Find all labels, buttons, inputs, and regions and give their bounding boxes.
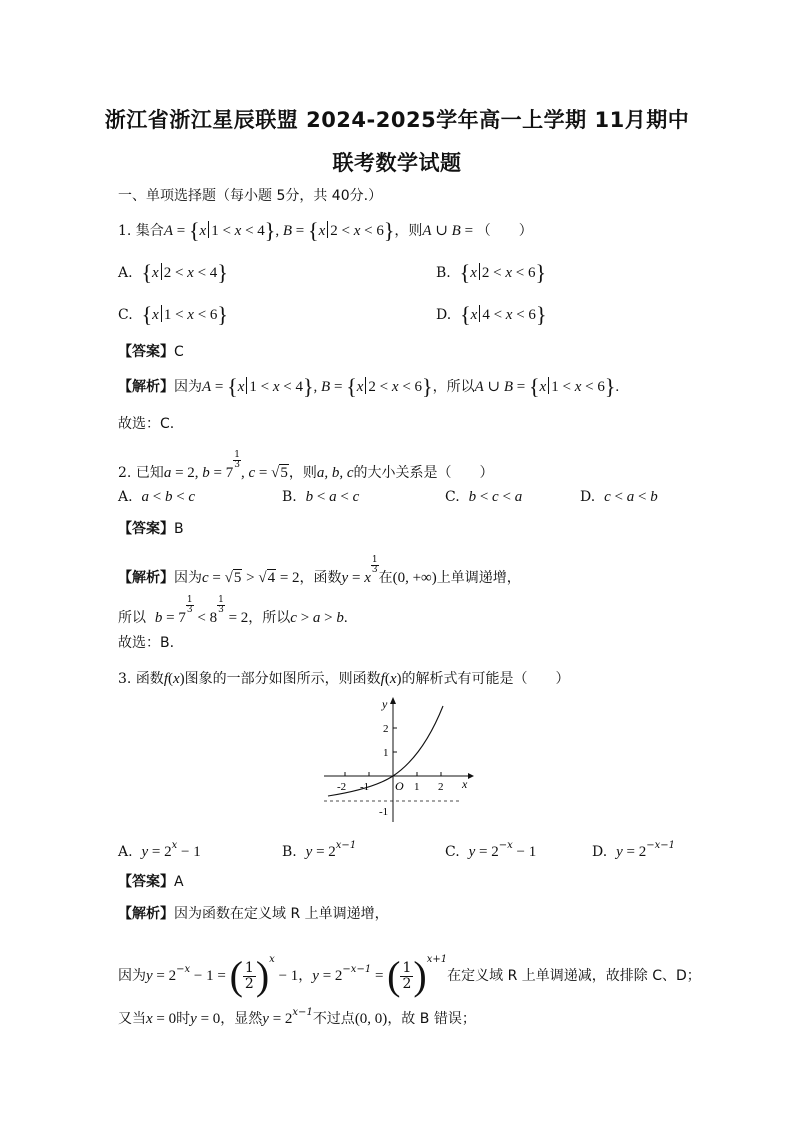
- tick-label-ym1: -1: [379, 806, 389, 818]
- q3-analysis-line3: 又当x = 0时y = 0，显然$y = 2^{x-1}$不过点(0, 0)，故 B 错误；: [118, 1007, 476, 1027]
- q2-answer: 【答案】B: [118, 521, 184, 537]
- q3-option-a: A. $y = 2^x - 1$: [118, 840, 201, 860]
- q2-analysis-line1: 【解析】因为c = √5 > √4 = 2，函数y = x $\frac{1}{3}$ 在(0, +∞)上单调递增，: [118, 555, 521, 586]
- function-graph: [318, 696, 474, 824]
- tick-label-y2: 2: [383, 723, 389, 735]
- q3-option-d: D. $y = 2^{-x-1}$: [592, 840, 675, 860]
- y-axis-arrow: [390, 697, 396, 704]
- q3-analysis-line1: 【解析】因为函数在定义域 R 上单调递增，: [118, 906, 389, 922]
- tick-label-xm2: -2: [337, 781, 347, 793]
- origin-label: O: [395, 779, 404, 793]
- x-axis-label: x: [462, 777, 468, 791]
- q2-analysis-line2: 所以 b = 7 $\frac{1}{3}$ < 8 $\frac{1}{3}$ = 2，所以c > a > b.: [118, 595, 348, 626]
- document-title-line1: 浙江省浙江星辰联盟 2024-2025学年高一上学期 11月期中: [104, 108, 690, 132]
- q3-option-c: C. $y = 2^{-x} - 1$: [445, 840, 537, 860]
- q3-stem: 3. 函数f(x)图象的一部分如图所示，则函数f(x)的解析式有可能是（ ）: [118, 671, 570, 687]
- q1-option-a: A. {x 2 < x < 4}: [118, 260, 228, 285]
- q2-stem: 2. 已知a = 2, b = 7 $\frac{1}{3}$ , c = √5，则a, b, c的大小关系是（ ）: [118, 450, 494, 481]
- q2-option-b: B. b < a < c: [282, 489, 360, 505]
- q2-conclusion: 故选：B.: [118, 635, 175, 651]
- section-heading: 一、单项选择题（每小题 5分，共 40分.）: [118, 188, 383, 204]
- q1-answer: 【答案】C: [118, 344, 184, 360]
- q3-option-b: B. $y = 2^{x-1}$: [282, 840, 357, 860]
- q1-analysis: 【解析】因为A = {x 1 < x < 4}, B = {x 2 < x < 6}，所以A ∪ B = {x 1 < x < 6}.: [118, 374, 620, 399]
- q1-conclusion: 故选：C.: [118, 416, 175, 432]
- tick-label-x2: 2: [438, 781, 444, 793]
- q1-option-b: B. {x 2 < x < 6}: [436, 260, 547, 285]
- y-axis-label: y: [382, 697, 388, 711]
- x-axis-arrow: [468, 773, 474, 779]
- q2-option-d: D. c < a < b: [580, 489, 658, 505]
- q1-stem: 1. 集合A = {x 1 < x < 4}, B = {x 2 < x < 6}，则A ∪ B = （ ）: [118, 218, 533, 243]
- q2-option-c: C. b < c < a: [445, 489, 523, 505]
- q3-answer: 【答案】A: [118, 874, 184, 890]
- document-title-line2: 联考数学试题: [332, 151, 462, 175]
- tick-label-y1: 1: [383, 747, 389, 759]
- q3-analysis-line2: 因为$y = 2^{-x} - 1$ = ( $\frac{1}{2}$ )$^x$ − 1，$y = 2^{-x-1}$ = ( $\frac{1}{2}$ )$^{x+1}$在定义域 R 上单调递减，故排除 C、D；: [118, 953, 701, 998]
- q1-option-d: D. {x 4 < x < 6}: [436, 302, 547, 327]
- q1-option-c: C. {x 1 < x < 6}: [118, 302, 228, 327]
- q2-option-a: A. a < b < c: [118, 489, 196, 505]
- tick-label-x1: 1: [414, 781, 420, 793]
- tick-label-xm1: -1: [360, 781, 370, 793]
